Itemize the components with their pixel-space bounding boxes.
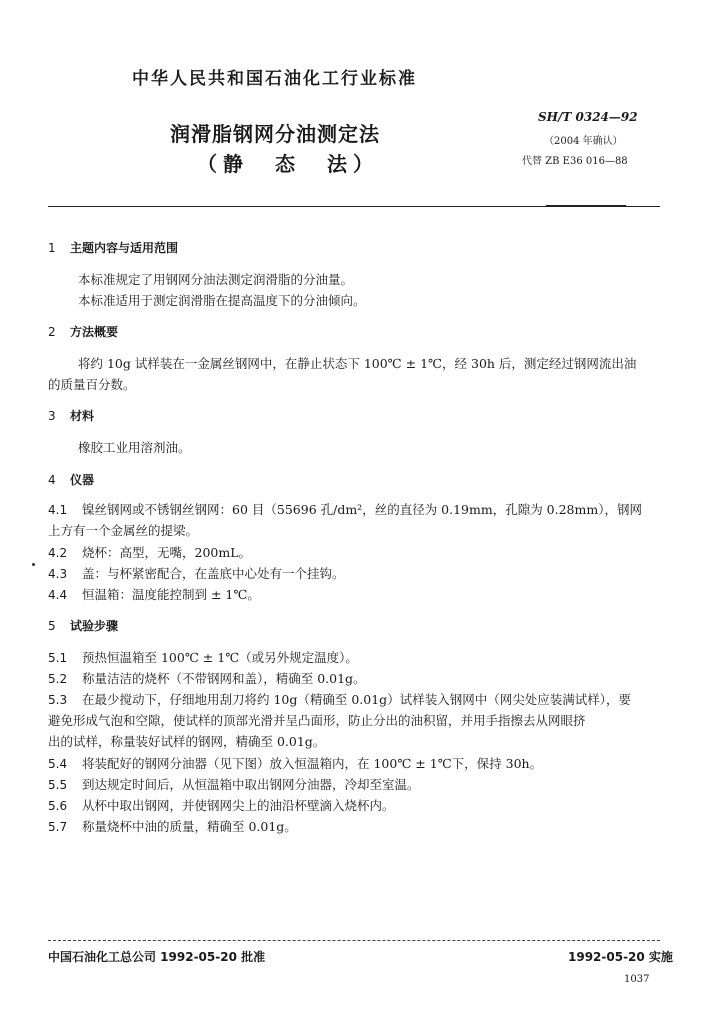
document-subtitle: （静 态 法） (197, 152, 379, 176)
clause-number: 5.2 (48, 672, 68, 686)
clause-text: 预热恒温箱至 100℃ ± 1℃（或另外规定温度）。 (82, 650, 358, 665)
clause-5-7 (48, 817, 297, 837)
section-2-heading (48, 322, 118, 342)
page-number: 1037 (624, 974, 650, 985)
clause-number: 5.6 (48, 799, 68, 813)
clause-number: 4.3 (48, 567, 68, 581)
clause-5-2 (48, 669, 366, 689)
section-4-heading (48, 470, 94, 490)
clause-text: 恒温箱：温度能控制到 ± 1℃。 (82, 587, 260, 602)
clause-text: 盖：与杯紧密配合，在盖底中心处有一个挂钩。 (82, 566, 345, 581)
section-title: 方法概要 (70, 325, 119, 339)
section-2-paragraph-line-2: 的质量百分数。 (48, 377, 136, 392)
section-1-paragraph-2: 本标准适用于测定润滑脂在提高温度下的分油倾向。 (78, 293, 366, 308)
standard-code: SH/T 0324—92 (538, 110, 638, 124)
clause-number: 4.2 (48, 546, 68, 560)
clause-4-1 (48, 500, 642, 520)
replaces-standard: 代替 ZB E36 016—88 (522, 156, 628, 167)
clause-text: 将装配好的钢网分油器（见下图）放入恒温箱内，在 100℃ ± 1℃下，保持 30h。 (82, 756, 543, 771)
section-1-heading (48, 238, 178, 258)
section-3-heading (48, 406, 94, 426)
section-5-heading (48, 616, 118, 636)
section-number: 3 (48, 409, 56, 423)
clause-4-4 (48, 585, 260, 605)
section-title: 试验步骤 (70, 619, 119, 633)
clause-4-1-continued: 上方有一个金属丝的提梁。 (48, 523, 199, 538)
clause-text: 称量洁洁的烧杯（不带钢网和盖），精确至 0.01g。 (82, 671, 366, 686)
clause-number: 4.1 (48, 503, 68, 517)
clause-text: 到达规定时间后，从恒温箱中取出钢网分油器，冷却至室温。 (82, 777, 420, 792)
clause-number: 5.7 (48, 820, 68, 834)
clause-4-2 (48, 543, 251, 563)
clause-number: 5.3 (48, 693, 68, 707)
clause-5-5 (48, 775, 420, 795)
clause-5-3-continued-2: 出的试样，称量装好试样的钢网，精确至 0.01g。 (48, 734, 326, 749)
clause-text: 烧杯：高型，无嘴，200mL。 (82, 545, 252, 560)
section-title: 材料 (70, 409, 95, 423)
clause-text: 称量烧杯中油的质量，精确至 0.01g。 (82, 819, 297, 834)
clause-text: 在最少搅动下，仔细地用刮刀将约 10g（精确至 0.01g）试样装入钢网中（网尖处应装满试样），要 (82, 692, 631, 707)
footer-divider (48, 940, 660, 941)
clause-text: 镍丝钢网或不锈钢丝钢网：60 目（55696 孔/dm²，丝的直径为 0.19mm，孔隙为 0.28mm），钢网 (82, 502, 642, 517)
header-divider-accent (546, 205, 626, 207)
section-number: 1 (48, 241, 56, 255)
section-title: 主题内容与适用范围 (70, 241, 179, 255)
approval-note: 中国石油化工总公司 1992-05-20 批准 (48, 950, 266, 964)
section-number: 5 (48, 619, 56, 633)
clause-number: 4.4 (48, 588, 68, 602)
confirmation-year: （2004 年确认） (544, 136, 623, 147)
clause-5-4 (48, 754, 542, 774)
scan-speck (32, 563, 35, 566)
document-title: 润滑脂钢网分油测定法 (170, 122, 380, 146)
section-number: 2 (48, 325, 56, 339)
section-title: 仪器 (70, 473, 95, 487)
clause-text: 从杯中取出钢网，并使钢网尖上的油沿杯壁滴入烧杯内。 (82, 798, 395, 813)
implementation-date: 1992-05-20 实施 (568, 950, 673, 964)
clause-number: 5.4 (48, 757, 68, 771)
section-1-paragraph-1: 本标准规定了用钢网分油法测定润滑脂的分油量。 (78, 272, 354, 287)
issuing-body: 中华人民共和国石油化工行业标准 (132, 69, 417, 89)
clause-5-6 (48, 796, 395, 816)
clause-5-1 (48, 648, 358, 668)
clause-number: 5.1 (48, 651, 68, 665)
section-2-paragraph-line-1: 将约 10g 试样装在一金属丝钢网中，在静止状态下 100℃ ± 1℃，经 30h 后，测定经过钢网流出油 (78, 356, 637, 371)
section-3-paragraph: 橡胶工业用溶剂油。 (78, 440, 191, 455)
clause-5-3-continued-1: 避免形成气泡和空隙，使试样的顶部光滑并呈凸面形，防止分出的油积留，并用手指擦去从网眼挤 (48, 713, 586, 728)
clause-5-3 (48, 690, 631, 710)
section-number: 4 (48, 473, 56, 487)
clause-4-3 (48, 564, 345, 584)
clause-number: 5.5 (48, 778, 68, 792)
